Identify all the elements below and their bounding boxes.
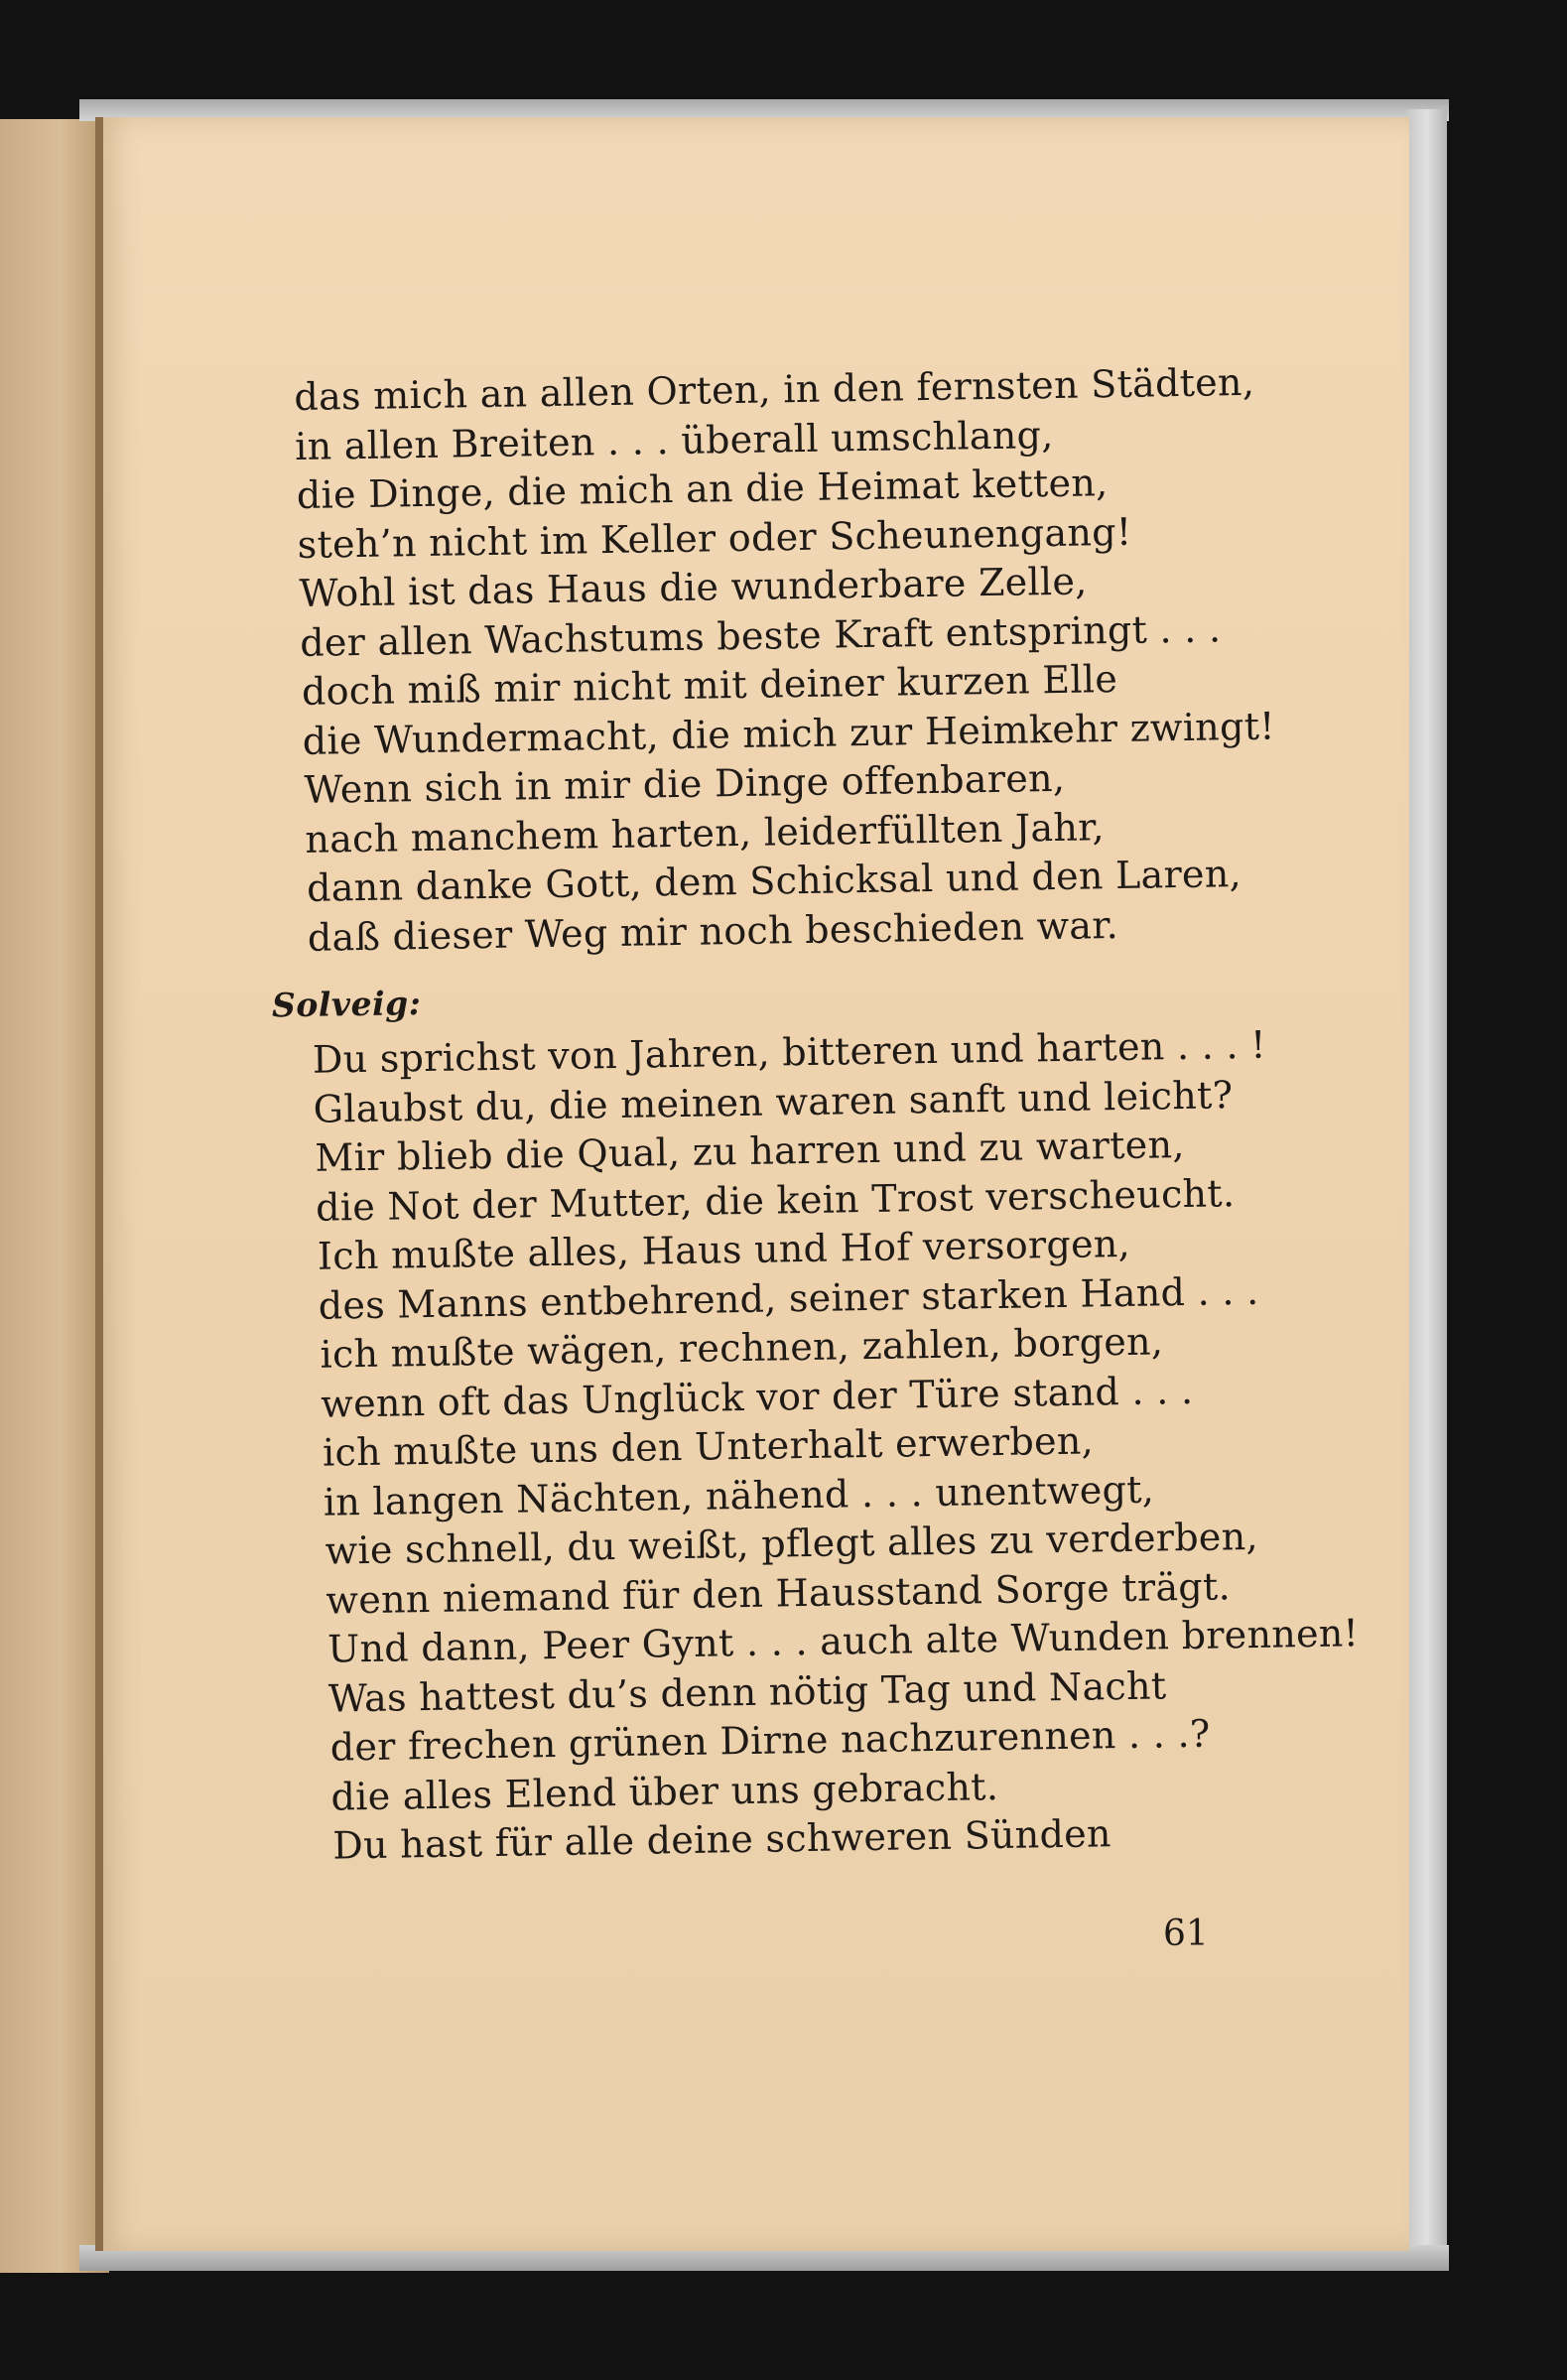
verse-line: Und dann, Peer Gynt . . . auch alte Wunden brennen!	[326, 1611, 1360, 1671]
verse-line: daß dieser Weg mir noch beschieden war.	[307, 902, 1119, 960]
left-page-edge	[0, 119, 109, 2273]
verse-line: wenn oft das Unglück vor der Türe stand . . .	[320, 1368, 1194, 1426]
verse-line: Mir blieb die Qual, zu harren und zu warten,	[315, 1122, 1185, 1180]
verse-line: in allen Breiten . . . überall umschlang,	[294, 412, 1054, 468]
verse-line: die Dinge, die mich an die Heimat ketten,	[296, 461, 1109, 517]
page-edge-right	[1407, 109, 1447, 2263]
verse-line: nach manchem harten, leiderfüllten Jahr,	[305, 804, 1106, 861]
verse-line: wenn niemand für den Hausstand Sorge trägt.	[326, 1563, 1232, 1623]
verse-line: in langen Nächten, nähend . . . unentwegt,	[323, 1467, 1155, 1524]
verse-line: ich mußte uns den Unterhalt erwerben,	[322, 1418, 1095, 1475]
verse-line: die Wundermacht, die mich zur Heimkehr zwingt!	[302, 704, 1276, 763]
verse-line: Du sprichst von Jahren, bitteren und harten . . . !	[312, 1022, 1267, 1082]
verse-line: Wenn sich in mir die Dinge offenbaren,	[304, 755, 1066, 812]
verse-line: ich mußte wägen, rechnen, zahlen, borgen,	[320, 1319, 1164, 1377]
verse-line: die alles Elend über uns gebracht.	[330, 1764, 999, 1819]
verse-line: Wohl ist das Haus die wunderbare Zelle,	[299, 559, 1088, 615]
verse-line: Was hattest du’s denn nötig Tag und Nacht	[327, 1662, 1167, 1721]
book-gutter	[95, 117, 103, 2251]
verse-line: der frechen grünen Dirne nachzurennen . . .?	[329, 1711, 1211, 1770]
verse-line: dann danke Gott, dem Schicksal und den Laren,	[306, 852, 1242, 910]
verse-line: das mich an allen Orten, in den fernsten Städten,	[294, 359, 1255, 419]
verse-line: steh’n nicht im Keller oder Scheunengang!	[297, 509, 1132, 567]
verse-line: Du hast für alle deine schweren Sünden	[331, 1811, 1112, 1868]
verse-line: doch miß mir nicht mit deiner kurzen Elle	[301, 657, 1118, 714]
speaker-name: Solveig:	[271, 984, 422, 1025]
verse-line: des Manns entbehrend, seiner starken Hand . . .	[318, 1268, 1259, 1328]
verse-line: wie schnell, du weißt, pflegt alles zu verderben,	[325, 1514, 1259, 1573]
page-number: 61	[1163, 1914, 1209, 1954]
verse-text	[271, 358, 1360, 1871]
verse-line: Glaubst du, die meinen waren sanft und leicht?	[313, 1072, 1234, 1131]
verse-line: Ich mußte alles, Haus und Hof versorgen,	[317, 1221, 1131, 1278]
verse-line: die Not der Mutter, die kein Trost verscheucht.	[315, 1170, 1236, 1230]
verse-line: der allen Wachstums beste Kraft entspringt . . .	[299, 605, 1222, 665]
